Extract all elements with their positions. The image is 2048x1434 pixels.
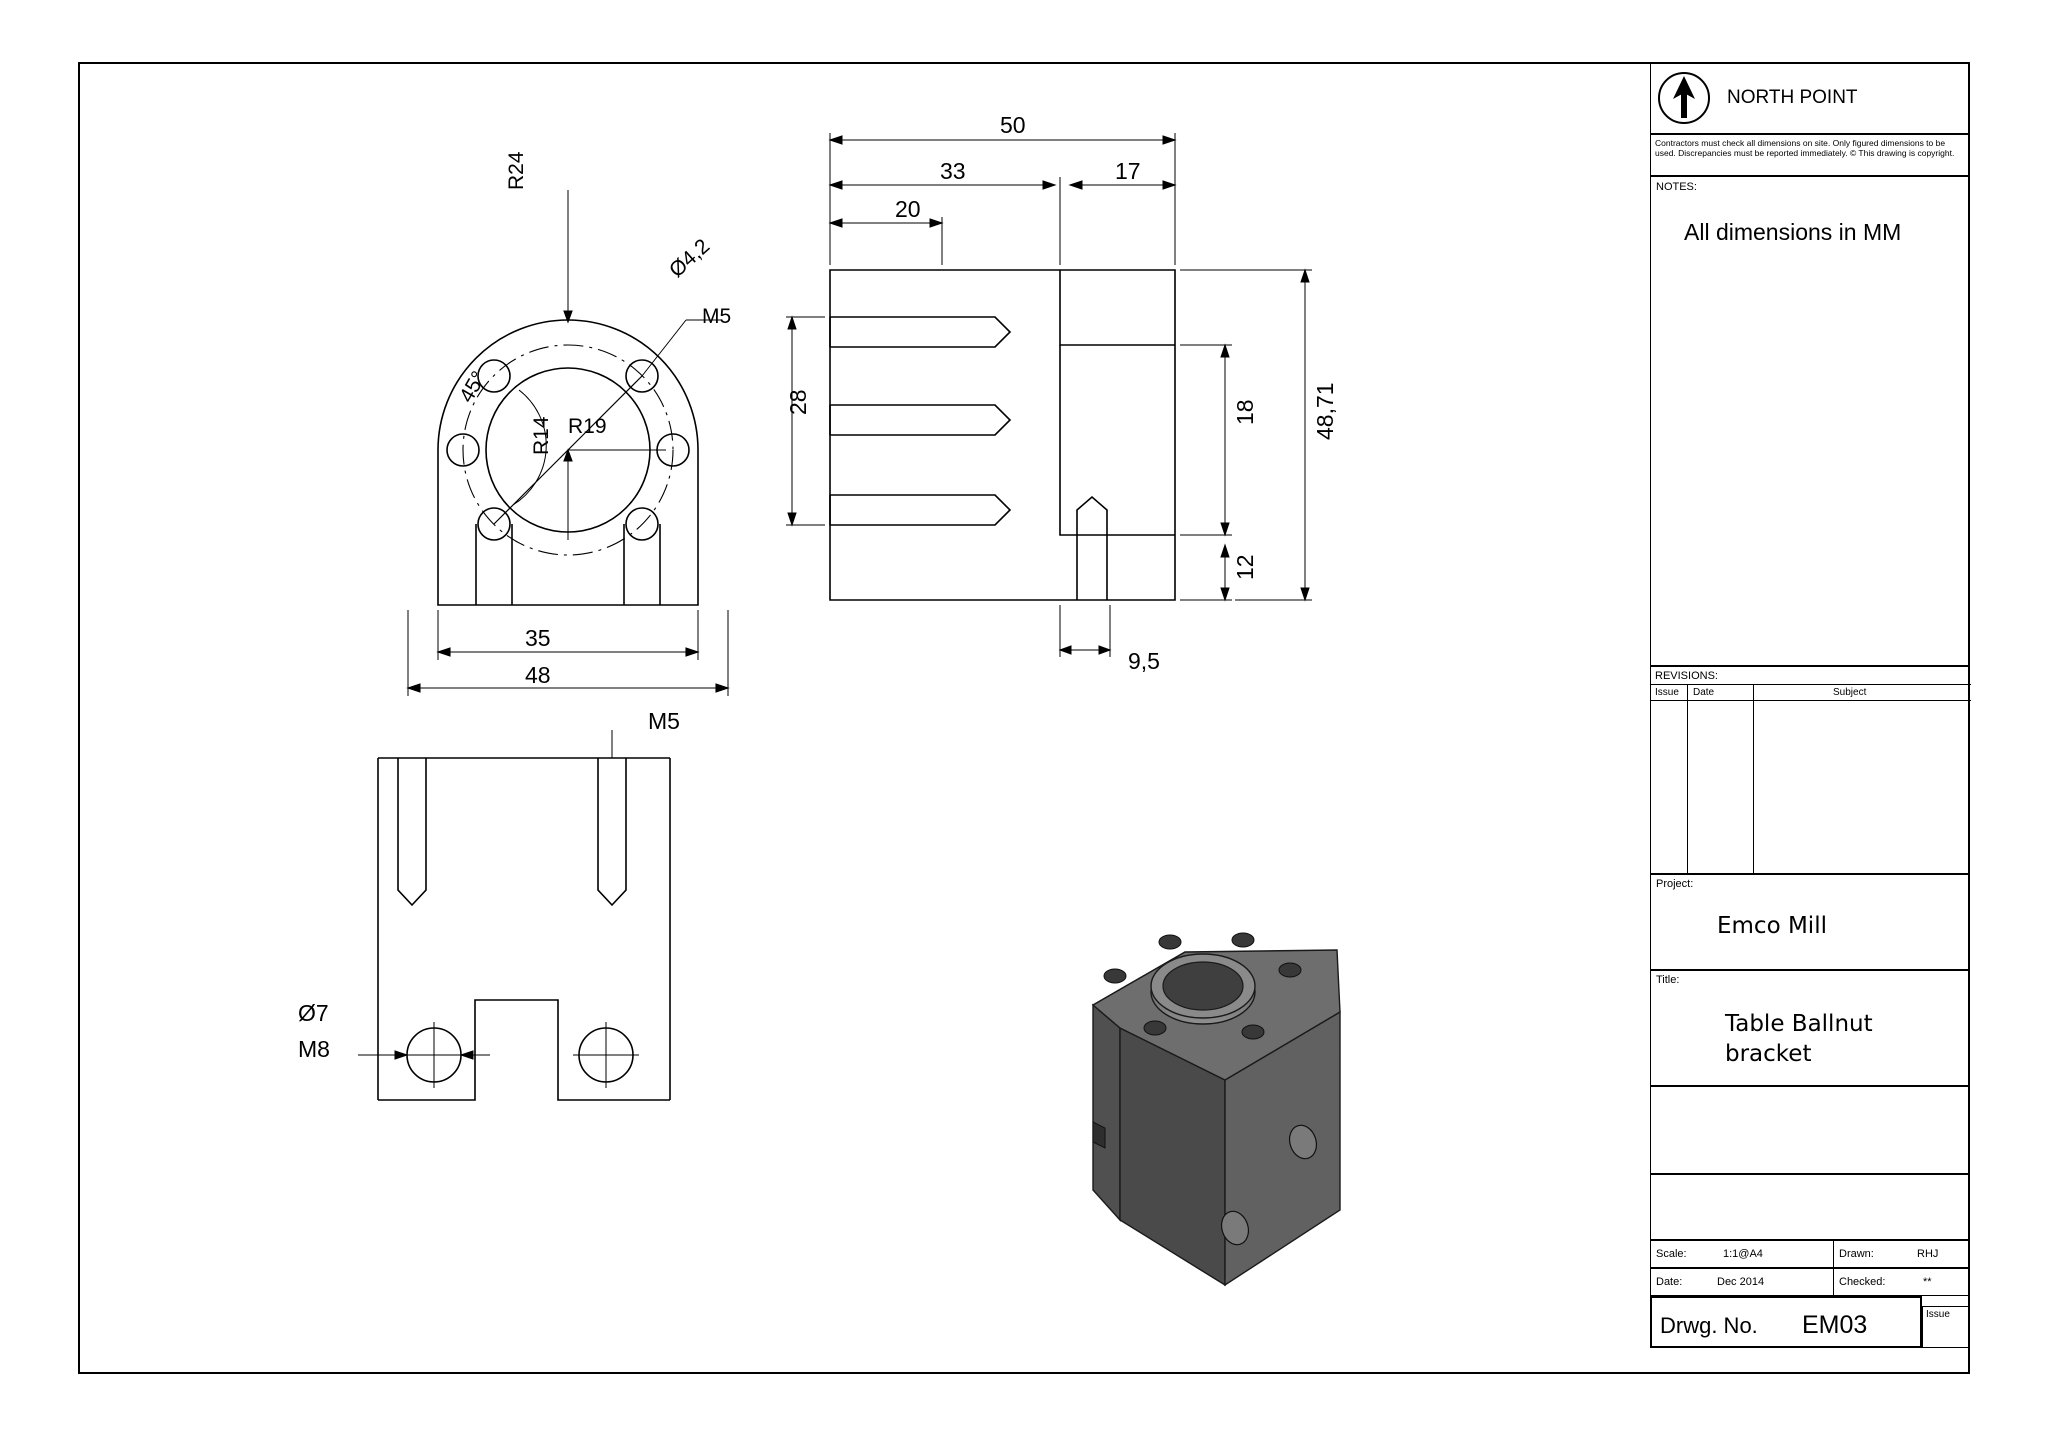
drwg-label: Drwg. No. xyxy=(1660,1313,1758,1338)
date-label: Date: xyxy=(1656,1276,1683,1288)
side-dim-9-5: 9,5 xyxy=(1128,648,1160,674)
date-checked-row xyxy=(1650,1268,1970,1296)
title-label: Title: xyxy=(1656,974,1680,986)
rev-col-date: Date xyxy=(1693,687,1715,698)
blank-box-1 xyxy=(1650,1086,1970,1174)
drawing-number-box xyxy=(1650,1296,1922,1348)
rev-col-issue: Issue xyxy=(1655,687,1679,698)
date-value: Dec 2014 xyxy=(1717,1276,1765,1288)
isometric-model xyxy=(1075,910,1515,1310)
front-dim-35: 35 xyxy=(525,625,551,651)
scale-drawn-row xyxy=(1650,1240,1970,1268)
side-dim-12: 12 xyxy=(1232,554,1258,580)
bottom-dim-m5: M5 xyxy=(648,708,680,734)
project-label: Project: xyxy=(1656,878,1694,890)
north-point-box xyxy=(1650,62,1970,134)
side-dim-20: 20 xyxy=(895,196,921,222)
side-dim-33: 33 xyxy=(940,158,966,184)
title-value-line1: Table Ballnut xyxy=(1725,1011,1873,1037)
side-dim-18: 18 xyxy=(1232,399,1258,425)
side-dim-17: 17 xyxy=(1115,158,1141,184)
disclaimer-text: Contractors must check all dimensions on site. Only figured dimensions to be used. Discrepancies must be reported immediately. © This drawing is copyright. xyxy=(1655,138,1955,158)
front-dim-d4-2: Ø4,2 xyxy=(665,234,715,283)
drawn-value: RHJ xyxy=(1917,1248,1939,1260)
side-dim-48-71: 48,71 xyxy=(1312,382,1338,440)
blank-box-2 xyxy=(1650,1174,1970,1240)
disclaimer-box xyxy=(1650,134,1970,176)
side-dim-28: 28 xyxy=(785,389,811,415)
front-dim-r19: R19 xyxy=(568,415,607,438)
notes-text: All dimensions in MM xyxy=(1684,219,1902,245)
front-dim-48: 48 xyxy=(525,662,551,688)
checked-label: Checked: xyxy=(1839,1276,1886,1288)
title-block xyxy=(1650,62,1970,1374)
scale-label: Scale: xyxy=(1656,1248,1687,1260)
notes-box xyxy=(1650,176,1970,666)
side-dim-50: 50 xyxy=(1000,112,1026,138)
drwg-value: EM03 xyxy=(1802,1311,1868,1339)
side-section-view xyxy=(770,105,1390,705)
front-dim-45deg: 45° xyxy=(455,367,491,407)
title-value-line2: bracket xyxy=(1725,1041,1812,1067)
bottom-dim-m8: M8 xyxy=(298,1036,330,1062)
project-box xyxy=(1650,874,1970,970)
revisions-label: REVISIONS: xyxy=(1655,670,1718,682)
revisions-box xyxy=(1650,666,1970,874)
front-dim-m5: M5 xyxy=(702,305,732,328)
front-dim-r24: R24 xyxy=(505,151,528,190)
issue-box xyxy=(1922,1306,1970,1348)
bottom-dim-d7: Ø7 xyxy=(298,1000,329,1026)
drawn-label: Drawn: xyxy=(1839,1248,1874,1260)
north-arrow-icon xyxy=(1657,67,1711,129)
rev-col-subject: Subject xyxy=(1833,687,1867,698)
notes-label: NOTES: xyxy=(1656,181,1697,193)
project-value: Emco Mill xyxy=(1717,913,1827,939)
scale-value: 1:1@A4 xyxy=(1723,1248,1763,1260)
bottom-view xyxy=(330,730,810,1130)
issue-label: Issue xyxy=(1926,1309,1950,1320)
title-box xyxy=(1650,970,1970,1086)
north-point-label: NORTH POINT xyxy=(1727,87,1858,108)
front-dim-r14: R14 xyxy=(530,416,553,455)
checked-value: ** xyxy=(1923,1276,1932,1288)
